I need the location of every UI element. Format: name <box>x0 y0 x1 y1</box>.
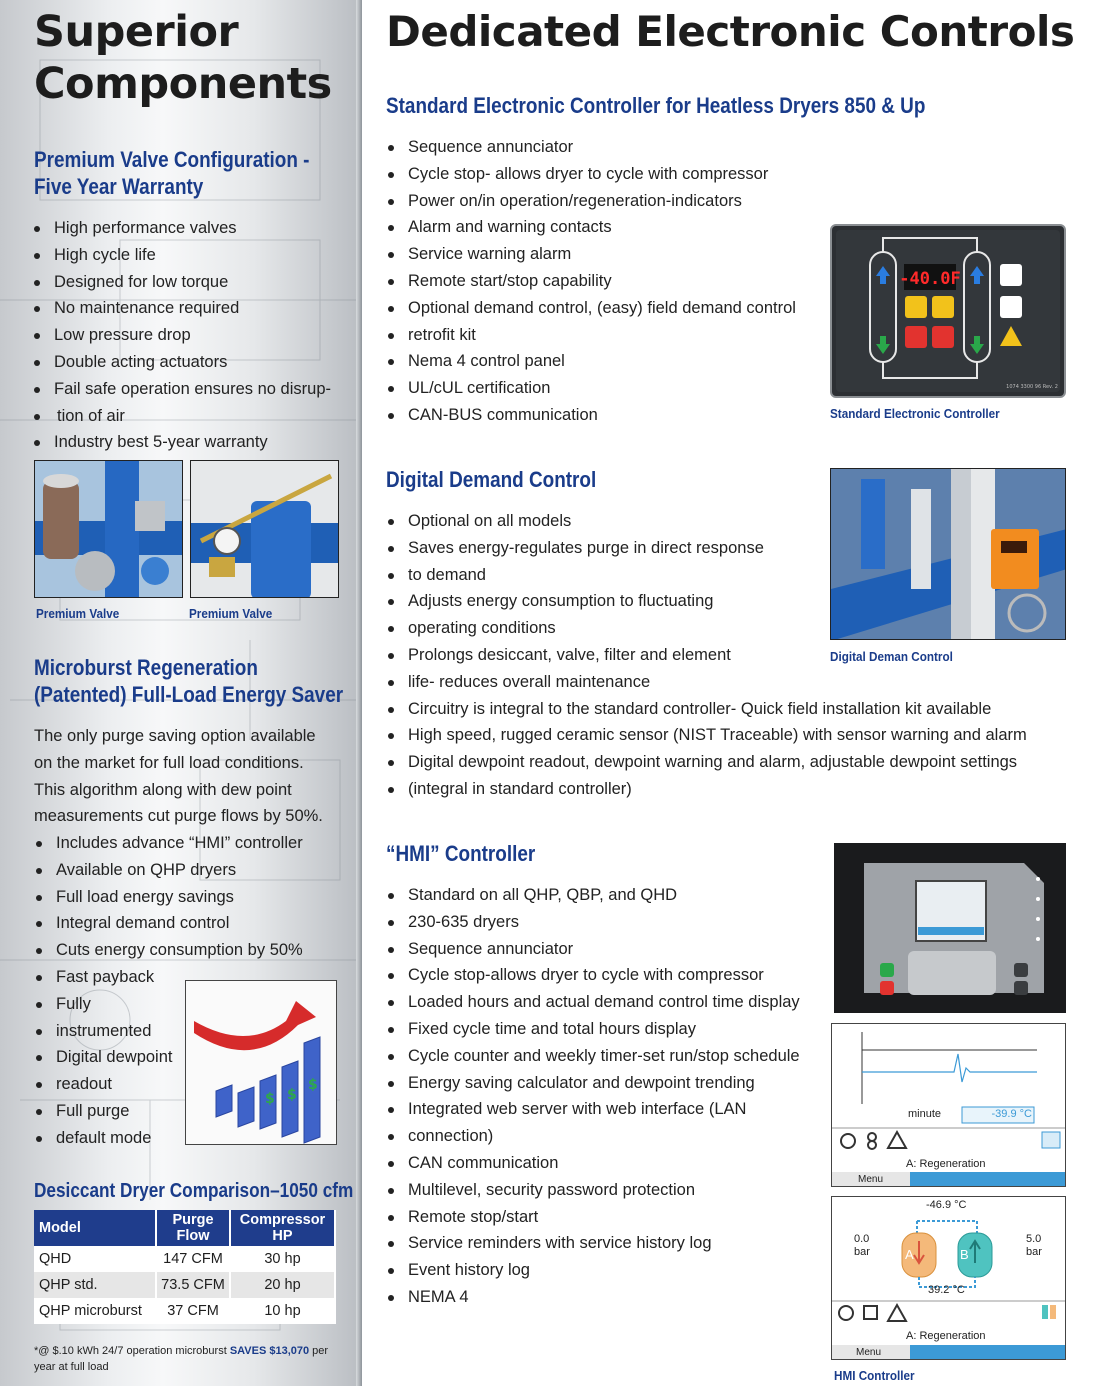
list-item: Sequence annunciator <box>386 134 816 161</box>
list-item: Power on/in operation/regeneration-indicators <box>386 188 816 215</box>
microburst-heading-line2: (Patented) Full-Load Energy Saver <box>34 682 344 707</box>
svg-text:$: $ <box>287 1087 297 1103</box>
list-item: Optional demand control, (easy) field demand control <box>386 295 816 322</box>
col-compressor-header: Compressor HP <box>230 1210 335 1246</box>
list-item: Fixed cycle time and total hours display <box>386 1016 816 1043</box>
tower-a-label: A <box>905 1247 914 1262</box>
list-item: Energy saving calculator and dewpoint trending <box>386 1070 816 1097</box>
list-item: No maintenance required <box>32 295 352 322</box>
list-item-continuation: operating conditions <box>386 615 1076 642</box>
table-cell: 30 hp <box>230 1246 335 1272</box>
table-header-row <box>34 1210 335 1246</box>
list-item: Sequence annunciator <box>386 936 816 963</box>
hmi-device-image <box>834 843 1066 1013</box>
microburst-heading <box>34 654 343 708</box>
list-item: Multilevel, security password protection <box>386 1177 816 1204</box>
list-item: Digital dewpoint <box>34 1044 354 1071</box>
list-item: Circuitry is integral to the standard controller- Quick field installation kit available <box>386 696 1076 723</box>
table-cell: 20 hp <box>230 1272 335 1298</box>
col-model-header: Model <box>34 1210 156 1246</box>
trend-status: A: Regeneration <box>906 1158 986 1170</box>
list-item: Cuts energy consumption by 50% <box>34 937 354 964</box>
trend-axis-label: minute <box>908 1108 942 1120</box>
table-cell: QHP microburst <box>34 1298 156 1324</box>
right-title: Dedicated Electronic Controls <box>386 7 1075 56</box>
premium-valve-photo-2 <box>190 460 339 598</box>
list-item: Fail safe operation ensures no disrup- <box>32 376 352 403</box>
list-item: UL/cUL certification <box>386 375 816 402</box>
tower-b-label: B <box>960 1247 969 1262</box>
list-item: Designed for low torque <box>32 269 352 296</box>
premium-valve-photo-1 <box>34 460 183 598</box>
list-item: High performance valves <box>32 215 352 242</box>
valve-image-2 <box>191 461 339 598</box>
list-item: Loaded hours and actual demand control time display <box>386 989 816 1016</box>
list-item-continuation: readout <box>34 1071 354 1098</box>
controller-panel-image <box>832 226 1064 396</box>
list-item-continuation: retrofit kit <box>386 322 816 349</box>
trend-menu-button[interactable]: Menu <box>858 1174 884 1185</box>
list-item: Includes advance “HMI” controller <box>34 830 354 857</box>
list-item-continuation: 230-635 dryers <box>386 909 816 936</box>
comparison-table <box>34 1210 336 1324</box>
standard-controller-heading: Standard Electronic Controller for Heatless Dryers 850 & Up <box>386 93 926 118</box>
list-item: Digital dewpoint readout, dewpoint warning and alarm, adjustable dewpoint settings <box>386 749 1076 776</box>
list-item: Full purge <box>34 1098 354 1125</box>
list-item: CAN communication <box>386 1150 816 1177</box>
list-item: Full load energy savings <box>34 884 354 911</box>
list-item-continuation: instrumented <box>34 1018 354 1045</box>
demand-control-photo <box>830 468 1066 640</box>
valve-caption-2: Premium Valve <box>189 606 273 621</box>
paragraph-line: This algorithm along with dew point <box>34 780 292 799</box>
standard-controller-panel <box>830 224 1066 398</box>
hmi-dryer-screen <box>831 1196 1066 1360</box>
list-item-continuation: to demand <box>386 562 1076 589</box>
list-item: Cycle stop-allows dryer to cycle with compressor <box>386 962 816 989</box>
list-item: Adjusts energy consumption to fluctuating <box>386 588 1076 615</box>
valve-heading-line1: Premium Valve Configuration - <box>34 147 310 172</box>
valve-image-1 <box>35 461 183 598</box>
list-item-continuation: default mode <box>34 1125 354 1152</box>
paragraph-line: on the market for full load conditions. <box>34 753 304 772</box>
list-item: Integral demand control <box>34 910 354 937</box>
list-item: Saves energy-regulates purge in direct response <box>386 535 1076 562</box>
table-row <box>34 1246 335 1272</box>
table-cell: QHP std. <box>34 1272 156 1298</box>
top-temperature: -46.9 °C <box>926 1199 967 1211</box>
hmi-trend-screen <box>831 1023 1066 1187</box>
valve-caption-1: Premium Valve <box>36 606 120 621</box>
dryer-menu-button[interactable]: Menu <box>856 1347 882 1358</box>
microburst-paragraph <box>34 723 354 830</box>
list-item: Industry best 5-year warranty <box>32 429 352 456</box>
left-title-line1: Superior <box>34 7 239 57</box>
list-item: CAN-BUS communication <box>386 402 816 429</box>
dryer-status: A: Regeneration <box>906 1330 986 1342</box>
paragraph-line: measurements cut purge flows by 50%. <box>34 807 323 826</box>
table-cell: QHD <box>34 1246 156 1272</box>
svg-text:$: $ <box>265 1091 275 1107</box>
growth-chart-icon <box>186 981 337 1145</box>
demand-control-heading: Digital Demand Control <box>386 467 597 492</box>
trend-value: -39.9 °C <box>991 1108 1032 1120</box>
panel-code: 1074 3300 96 Rev. 2 <box>1006 384 1058 390</box>
list-item-continuation: connection) <box>386 1123 816 1150</box>
comparison-footnote: *@ $.10 kWh 24/7 operation microburst SAVES $13,070 per year at full load <box>34 1345 329 1373</box>
list-item: Fully <box>34 991 354 1018</box>
energy-savings-graphic <box>185 980 337 1145</box>
list-item: Service reminders with service history log <box>386 1230 816 1257</box>
hmi-bullet-list <box>386 882 816 1311</box>
list-item: Available on QHP dryers <box>34 857 354 884</box>
list-item: Cycle stop- allows dryer to cycle with compressor <box>386 161 816 188</box>
hmi-controller-caption: HMI Controller <box>834 1368 915 1383</box>
table-cell: 37 CFM <box>156 1298 230 1324</box>
microburst-heading-line1: Microburst Regeneration <box>34 655 258 680</box>
standard-bullet-list <box>386 134 816 429</box>
list-item: Cycle counter and weekly timer-set run/stop schedule <box>386 1043 816 1070</box>
inlet-pressure: 0.0 bar <box>854 1233 870 1258</box>
list-item: Alarm and warning contacts <box>386 214 816 241</box>
paragraph-line: The only purge saving option available <box>34 727 316 745</box>
table-cell: 10 hp <box>230 1298 335 1324</box>
outlet-pressure: 5.0 bar <box>1026 1233 1042 1258</box>
list-item-continuation: (integral in standard controller) <box>386 776 1076 803</box>
list-item: Nema 4 control panel <box>386 348 816 375</box>
list-item-continuation: tion of air <box>32 403 352 430</box>
list-item: Event history log <box>386 1257 816 1284</box>
standard-controller-caption: Standard Electronic Controller <box>830 406 1000 421</box>
list-item-continuation: life- reduces overall maintenance <box>386 669 1076 696</box>
list-item: Standard on all QHP, QBP, and QHD <box>386 882 816 909</box>
list-item: Double acting actuators <box>32 349 352 376</box>
list-item: Fast payback <box>34 964 354 991</box>
left-title-line2: Components <box>34 59 332 109</box>
hmi-controller-heading: “HMI” Controller <box>386 841 536 866</box>
valve-bullet-list <box>32 215 352 456</box>
list-item: Integrated web server with web interface (LAN <box>386 1096 816 1123</box>
list-item: Optional on all models <box>386 508 1076 535</box>
table-row <box>34 1272 335 1298</box>
valve-heading-line2: Five Year Warranty <box>34 174 204 199</box>
list-item: NEMA 4 <box>386 1284 816 1311</box>
demand-sensor-image <box>831 469 1066 640</box>
list-item: Remote start/stop capability <box>386 268 816 295</box>
list-item: Low pressure drop <box>32 322 352 349</box>
demand-control-caption: Digital Deman Control <box>830 649 953 664</box>
svg-text:$: $ <box>308 1077 318 1093</box>
comparison-heading: Desiccant Dryer Comparison–1050 cfm <box>34 1180 354 1202</box>
list-item: High speed, rugged ceramic sensor (NIST Traceable) with sensor warning and alarm <box>386 722 1076 749</box>
hmi-device-photo <box>834 843 1066 1013</box>
valve-heading <box>34 146 309 200</box>
list-item: High cycle life <box>32 242 352 269</box>
list-item: Service warning alarm <box>386 241 816 268</box>
table-cell: 73.5 CFM <box>156 1272 230 1298</box>
col-purge-header: Purge Flow <box>156 1210 230 1246</box>
list-item: Remote stop/start <box>386 1204 816 1231</box>
table-cell: 147 CFM <box>156 1246 230 1272</box>
controller-display: -40.0F <box>899 269 961 289</box>
left-title <box>34 6 354 110</box>
bottom-temperature: 39.2 °C <box>928 1284 965 1296</box>
list-item: Prolongs desiccant, valve, filter and element <box>386 642 1076 669</box>
table-row <box>34 1298 335 1324</box>
